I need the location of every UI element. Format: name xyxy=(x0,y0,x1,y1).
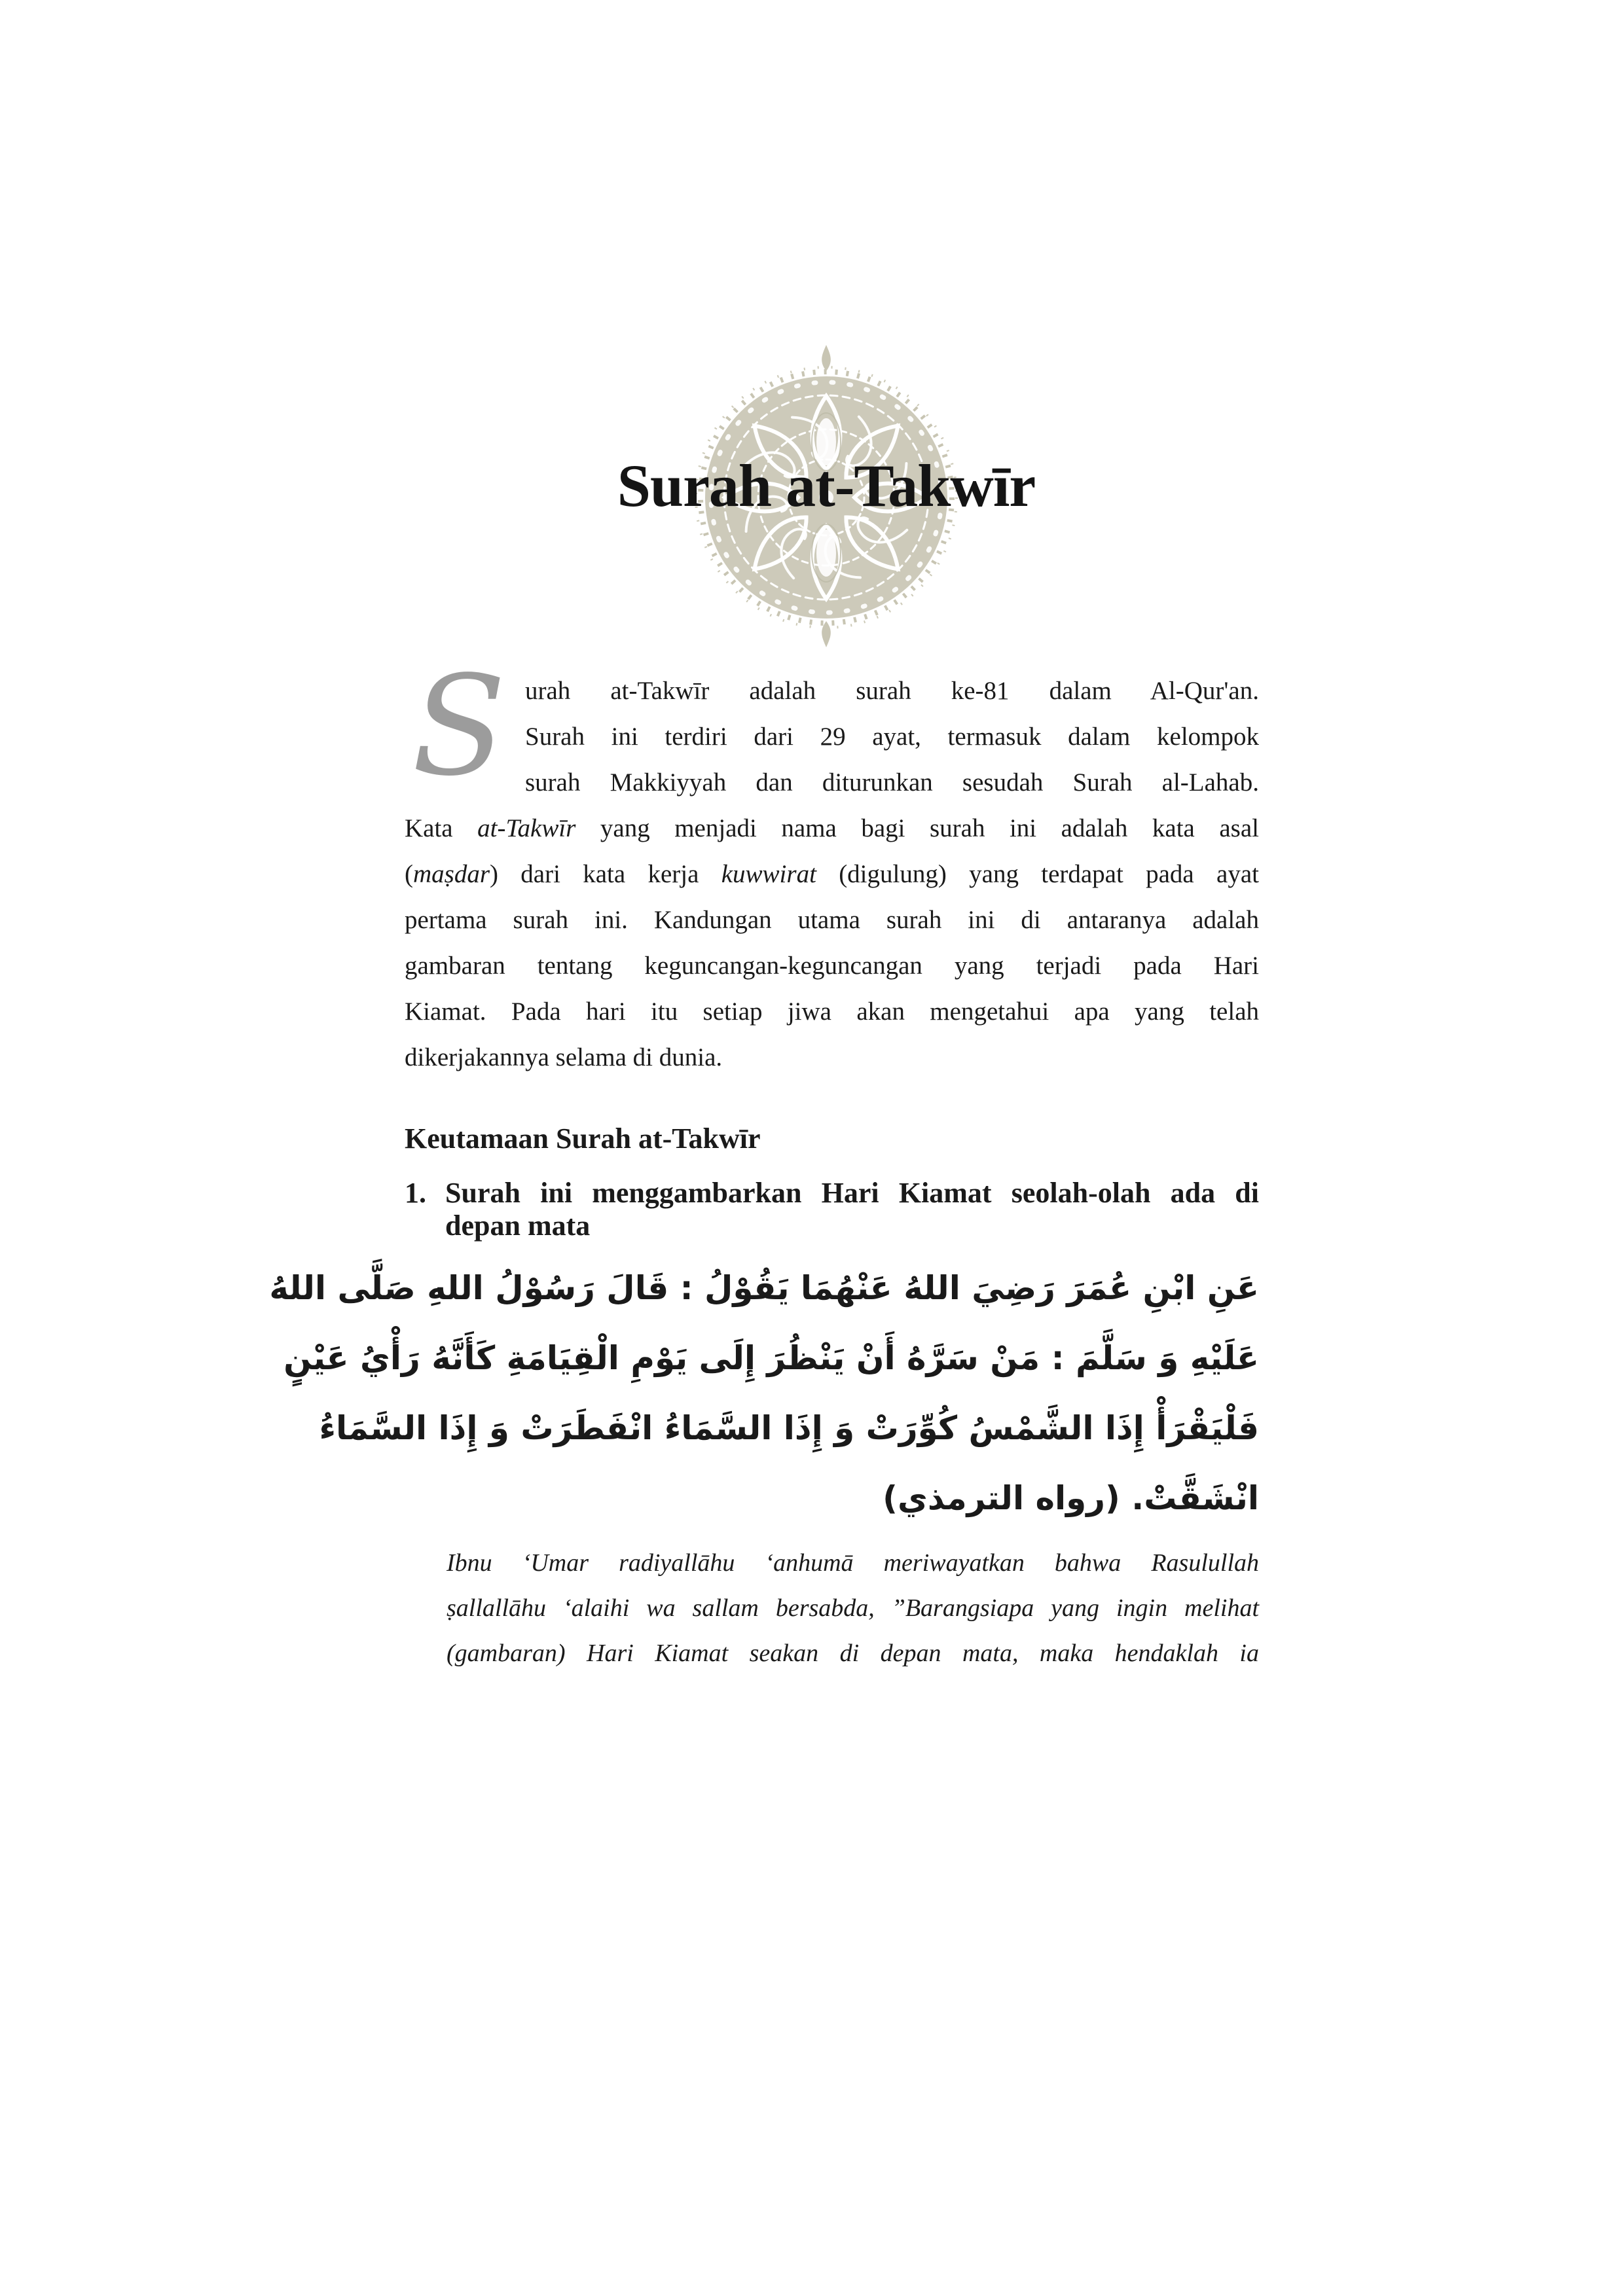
page-title: Surah at-Takwīr xyxy=(617,452,1036,519)
section-heading: Keutamaan Surah at-Takwīr xyxy=(405,1122,761,1155)
list-item xyxy=(405,1177,1259,1242)
hadith-translation: Ibnu ‘Umar radiyallāhu ‘anhumā meriwayatkan bahwa Rasulullah ṣallallāhu ‘alaihi wa sallam bersabda, ”Barangsiapa yang ingin melihat (gambaran) Hari Kiamat seakan di depan mata, maka hendaklah ia xyxy=(447,1549,1259,1667)
hadith-arabic-text: عَنِ ابْنِ عُمَرَ رَضِيَ اللهُ عَنْهُمَا يَقُوْلُ : قَالَ رَسُوْلُ اللهِ صَلَّى اللهُ عَلَيْهِ وَ سَلَّمَ : مَنْ سَرَّهُ أَنْ يَنْظُرَ إِلَى يَوْمِ الْقِيَامَةِ كَأَنَّهُ رَأْيُ عَيْنٍ فَلْيَقْرَأْ إِذَا الشَّمْسُ كُوِّرَتْ وَ إِذَا السَّمَاءُ انْفَطَرَتْ وَ إِذَا السَّمَاءُ انْشَقَّتْ. (رواه الترمذي) xyxy=(269,1269,1259,1517)
list-item-number: 1. xyxy=(405,1177,426,1209)
intro-paragraph: urah at-Takwīr adalah surah ke-81 dalam Al-Qur'an. Surah ini terdiri dari 29 ayat, termasuk dalam kelompok surah Makkiyyah dan diturunkan sesudah Surah al-Lahab. Kata at-Takwīr yang menjadi nama bagi surah ini adalah kata asal (maṣdar) dari kata kerja kuwwirat (digulung) yang terdapat pada ayat pertama surah ini. Kandungan utama surah ini di antaranya adalah gambaran tentang keguncangan-keguncangan yang terjadi pada Hari Kiamat. Pada hari itu setiap jiwa akan mengetahui apa yang telah dikerjakannya selama di dunia. xyxy=(405,677,1259,1071)
list-item-title: Surah ini menggambarkan Hari Kiamat seolah-olah ada di depan mata xyxy=(445,1177,1259,1242)
drop-cap-letter: S xyxy=(412,646,506,806)
